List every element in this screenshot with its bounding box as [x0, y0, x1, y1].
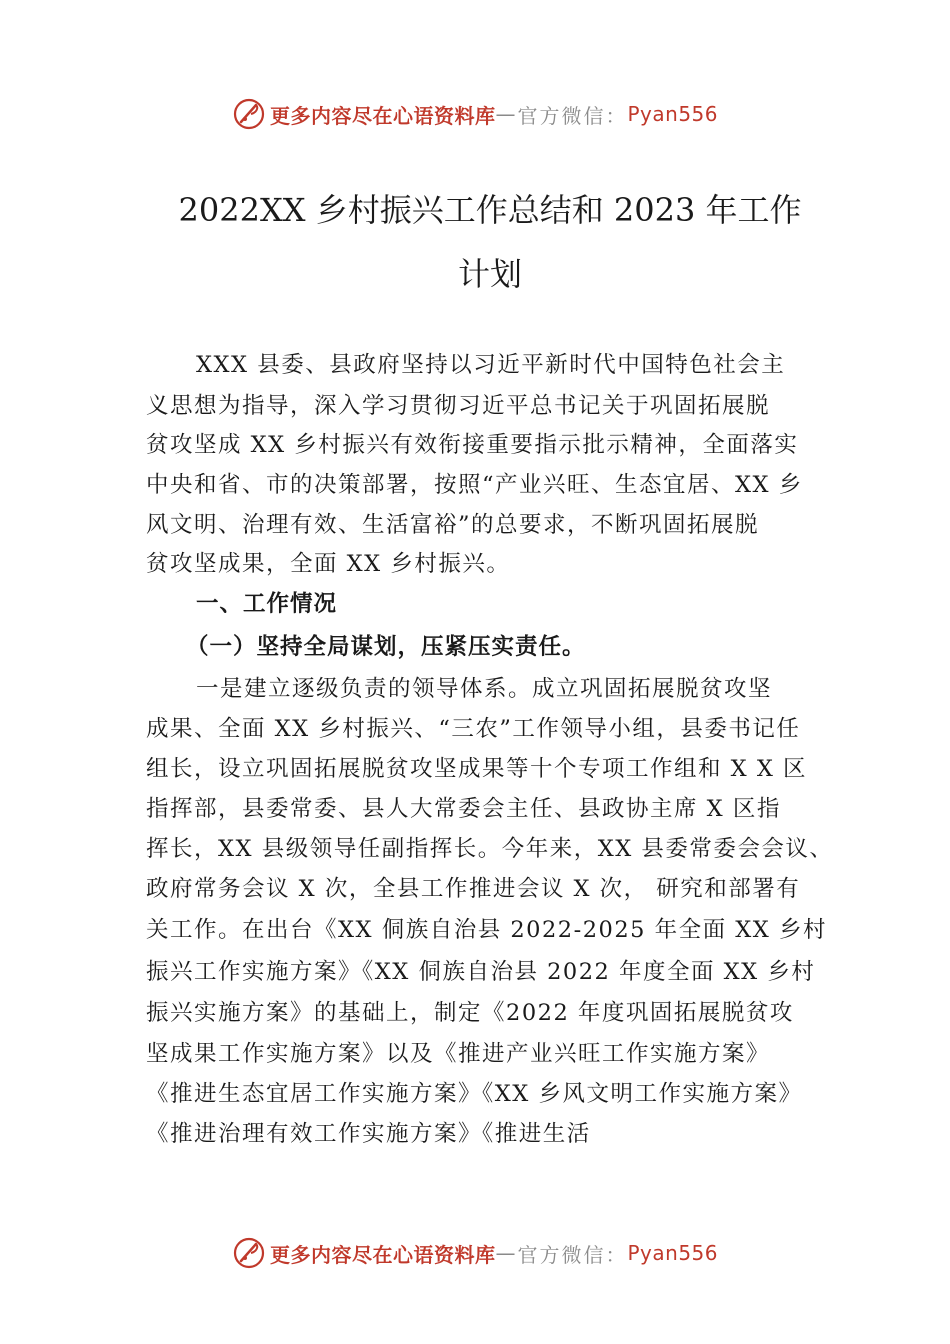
paragraph-line: 振兴工作实施方案》《XX 侗族自治县 2022 年度全面 XX 乡村 — [146, 959, 816, 985]
header-watermark — [0, 94, 950, 134]
paragraph-line: 关工作。在出台《XX 侗族自治县 2022-2025 年全面 XX 乡村 — [146, 917, 827, 943]
paragraph-line: 《推进生态宜居工作实施方案》《XX 乡风文明工作实施方案》 — [146, 1081, 803, 1107]
quill-pen-logo-icon — [232, 1236, 266, 1270]
watermark-brand: 更多内容尽在心语资料库 — [269, 103, 496, 128]
paragraph-line: 《推进治理有效工作实施方案》《推进生活 — [146, 1121, 591, 1147]
paragraph-line: 坚成果工作实施方案》以及《推进产业兴旺工作实施方案》 — [146, 1041, 771, 1067]
watermark-wechat-id: Pyan556 — [627, 1241, 718, 1265]
paragraph-line: 政府常务会议 X 次，全县工作推进会议 X 次， 研究和部署有 — [146, 876, 801, 902]
paragraph-line: 贫攻坚成 XX 乡村振兴有效衔接重要指示批示精神，全面落实 — [146, 432, 799, 458]
footer-watermark — [0, 1233, 950, 1273]
watermark-wechat-label: 官方微信： — [517, 1242, 628, 1267]
watermark-separator: — — [495, 1241, 518, 1265]
paragraph-line: 指挥部，县委常委、县人大常委会主任、县政协主席 X 区指 — [146, 796, 781, 822]
section-heading: 一、工作情况 — [196, 591, 338, 617]
document-title-line1: 2022XX 乡村振兴工作总结和 2023 年工作 — [178, 191, 802, 229]
document-title-line2: 计划 — [457, 255, 522, 293]
quill-pen-logo-icon — [232, 97, 266, 131]
watermark-wechat-id: Pyan556 — [627, 102, 718, 126]
watermark-wechat-label: 官方微信： — [517, 103, 628, 128]
paragraph-line: 振兴实施方案》的基础上，制定《2022 年度巩固拓展脱贫攻 — [146, 1000, 794, 1026]
watermark-separator: — — [495, 102, 518, 126]
paragraph-line: 一是建立逐级负责的领导体系。成立巩固拓展脱贫攻坚 — [196, 676, 773, 702]
watermark-brand: 更多内容尽在心语资料库 — [269, 1242, 496, 1267]
paragraph-line: XXX 县委、县政府坚持以习近平新时代中国特色社会主 — [196, 352, 786, 378]
paragraph-line: 挥长，XX 县级领导任副指挥长。今年来，XX 县委常委会会议、 — [146, 836, 834, 862]
paragraph-line: 风文明、治理有效、生活富裕”的总要求，不断巩固拓展脱 — [146, 512, 760, 538]
paragraph-line: 贫攻坚成果，全面 XX 乡村振兴。 — [146, 551, 511, 577]
subsection-heading: （一）坚持全局谋划，压紧压实责任。 — [186, 634, 586, 660]
paragraph-line: 成果、全面 XX 乡村振兴、“三农”工作领导小组，县委书记任 — [146, 716, 801, 742]
paragraph-line: 义思想为指导，深入学习贯彻习近平总书记关于巩固拓展脱 — [146, 393, 771, 419]
paragraph-line: 中央和省、市的决策部署，按照“产业兴旺、生态宜居、XX 乡 — [146, 472, 803, 498]
paragraph-line: 组长，设立巩固拓展脱贫攻坚成果等十个专项工作组和 X X 区 — [146, 756, 807, 782]
